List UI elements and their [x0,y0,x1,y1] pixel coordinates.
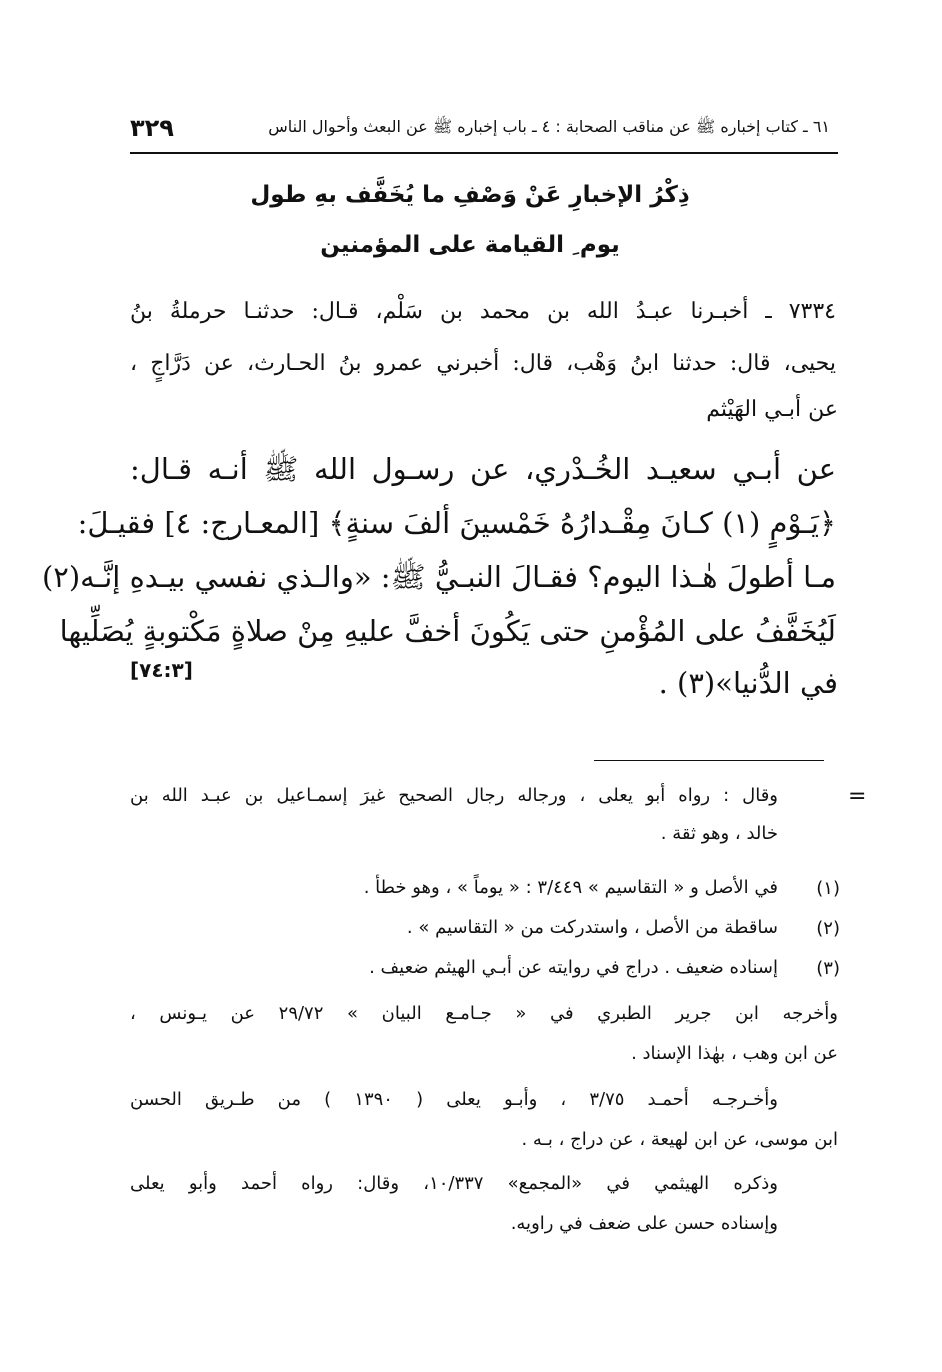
footnote-divider [594,760,824,761]
matn-line-3: مـا أطولَ هٰـذا اليوم؟ فقـالَ النبـيُّ ﷺ: «والـذي نفسي بيـدهِ إنَّـه(٢) [41,560,836,594]
footnote-paragraph-1-line-1: وأخرجه ابن جرير الطبري في « جـامـع البيان » ٢٩/٧٢ عن يـونس ، [130,1003,838,1024]
hadith-reference: [٧٤:٣] [130,658,193,682]
footnote-paragraph-3-line-2: وإسناده حسن على ضعف في راويه. [510,1213,778,1234]
matn-line-2: ﴿يَـوْمٍ (١) كـانَ مِقْـدارُهُ خَمْسينَ ألفَ سنةٍ﴾ [المعـارج: ٤] فقيـلَ: [77,506,836,540]
footnote-paragraph-2-line-1: وأخـرجـه أحمـد ٣/٧٥ ، وأبـو يعلى ( ١٣٩٠ ) من طـريق الحسن [130,1089,779,1110]
footnote-text-2: ساقطة من الأصل ، واستدركت من « التقاسيم » . [406,917,778,938]
footnote-paragraph-2-line-2: ابن موسى، عن ابن لهيعة ، عن دراج ، بـه . [521,1129,838,1150]
page-number: ٣٢٩ [130,114,174,142]
isnad-line-3: عن أبـي الهَيْثم [706,397,838,422]
matn-line-1: عن أبـي سعيـد الخُـدْري، عن رسـول الله ﷺ أنـه قـال: [130,452,836,486]
footnote-number-3: (٣) [816,958,840,979]
footnote-text-1: في الأصل و « التقاسيم » ٣/٤٤٩ : « يوماً » ، وهو خطأ . [363,877,778,898]
footnote-paragraph-1-line-2: عن ابن وهب ، بهٰذا الإسناد . [631,1043,838,1064]
running-title: ٦١ ـ كتاب إخباره ﷺ عن مناقب الصحابة : ٤ ـ باب إخباره ﷺ عن البعث وأحوال الناس [268,116,830,136]
footnote-continuation-line-1: وقال : رواه أبو يعلى ، ورجاله رجال الصحيح غيرَ إسمـاعيل بن عبـد الله بن [130,785,778,806]
isnad-line-2: يحيى، قال: حدثنا ابنُ وَهْب، قال: أخبرني عمرو بنُ الحـارث، عن دَرَّاجٍ ، [130,351,836,376]
header-divider [130,152,838,154]
chapter-title-line-2: يوم ِ القيامة على المؤمنين [320,232,620,258]
isnad-line-1: ٧٣٣٤ ـ أخبـرنا عبـدُ الله بن محمد بن سَلْم، قـال: حدثنـا حرملةُ بنُ [130,299,836,324]
chapter-title-line-1: ذِكْرُ الإخبارِ عَنْ وَصْفِ ما يُخَفَّف بهِ طول [250,182,690,208]
footnote-text-3: إسناده ضعيف . دراج في روايته عن أبـي الهيثم ضعيف . [369,957,778,978]
footnote-continuation-line-2: خالد ، وهو ثقة . [660,823,778,844]
continuation-mark: = [848,784,867,809]
matn-line-5: في الدُّنيا»(٣) . [658,666,838,700]
footnote-number-2: (٢) [816,918,840,939]
page-header [130,108,830,148]
footnote-paragraph-3-line-1: وذكره الهيثمي في «المجمع» ١٠/٣٣٧، وقال: رواه أحمد وأبو يعلى [130,1173,778,1194]
matn-line-4: لَيُخَفَّفُ على المُؤْمنِ حتى يَكُونَ أخفَّ عليهِ مِنْ صلاةٍ مَكْتوبةٍ يُصَلِّيها [59,614,836,648]
footnote-number-1: (١) [816,878,840,899]
